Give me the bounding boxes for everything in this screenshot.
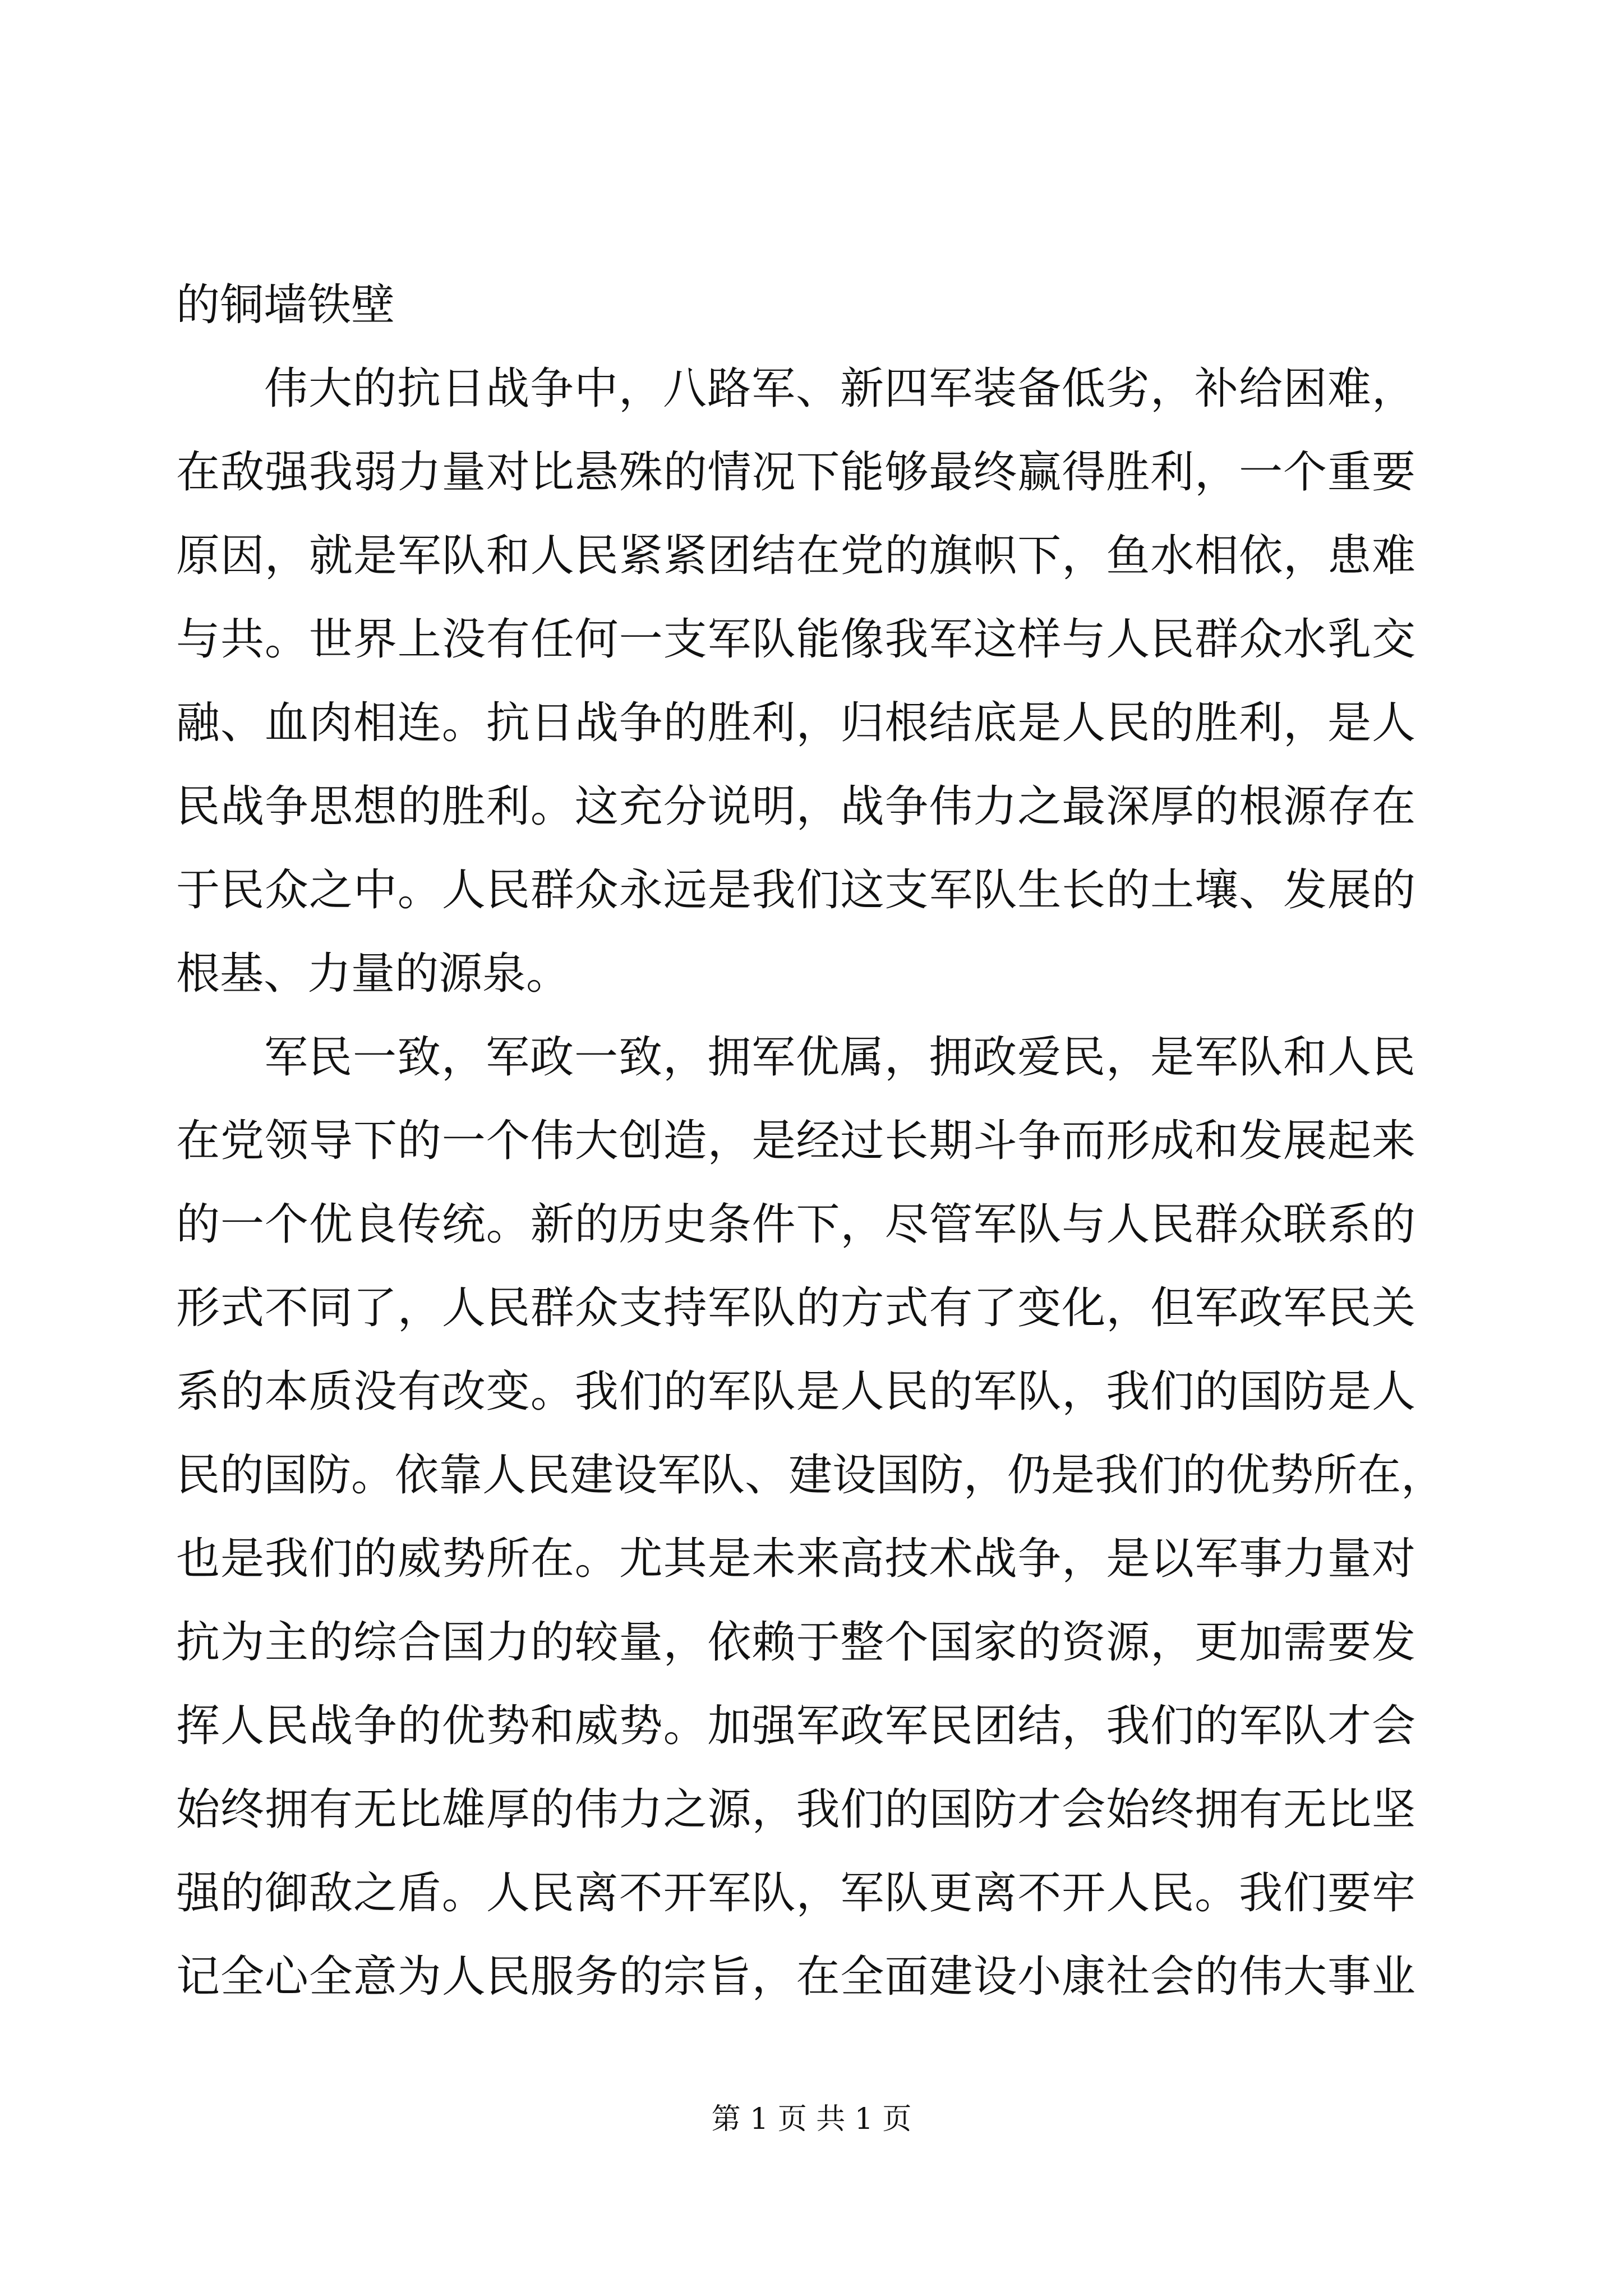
text-line: 挥人民战争的优势和威势。加强军政军民团结，我们的军队才会 xyxy=(176,1701,1415,1751)
text-line: 与共。世界上没有任何一支军队能像我军这样与人民群众水乳交 xyxy=(176,614,1415,665)
text-line: 在敌强我弱力量对比悬殊的情况下能够最终赢得胜利，一个重要 xyxy=(176,447,1415,498)
text-line: 系的本质没有改变。我们的军队是人民的军队，我们的国防是人 xyxy=(176,1366,1415,1417)
text-line: 抗为主的综合国力的较量，依赖于整个国家的资源，更加需要发 xyxy=(176,1617,1415,1668)
text-line: 于民众之中。人民群众永远是我们这支军队生长的土壤、发展的 xyxy=(176,865,1415,915)
text-line: 的一个优良传统。新的历史条件下，尽管军队与人民群众联系的 xyxy=(176,1199,1415,1250)
text-line: 形式不同了，人民群众支持军队的方式有了变化，但军政军民关 xyxy=(176,1283,1415,1333)
text-line: 原因，就是军队和人民紧紧团结在党的旗帜下，鱼水相依，患难 xyxy=(176,531,1415,581)
text-line: 在党领导下的一个伟大创造，是经过长期斗争而形成和发展起来 xyxy=(176,1116,1415,1166)
document-body xyxy=(176,264,1445,2019)
text-line: 也是我们的威势所在。尤其是未来高技术战争，是以军事力量对 xyxy=(176,1534,1415,1584)
text-line: 的铜墙铁壁 xyxy=(176,280,395,330)
paragraph-first-line: 军民一致，军政一致，拥军优属，拥政爱民，是军队和人民 xyxy=(264,1032,1415,1083)
text-line: 民的国防。依靠人民建设军队、建设国防，仍是我们的优势所在， xyxy=(176,1450,1445,1501)
text-line: 融、血肉相连。抗日战争的胜利，归根结底是人民的胜利，是人 xyxy=(176,698,1415,748)
text-line: 民战争思想的胜利。这充分说明，战争伟力之最深厚的根源存在 xyxy=(176,781,1415,832)
paragraph-first-line: 伟大的抗日战争中，八路军、新四军装备低劣，补给困难， xyxy=(264,364,1415,414)
page-number-footer: 第 1 页 共 1 页 xyxy=(711,2102,912,2136)
text-line: 强的御敌之盾。人民离不开军队，军队更离不开人民。我们要牢 xyxy=(176,1868,1415,1918)
paragraph-last-line: 根基、力量的源泉。 xyxy=(176,949,570,999)
text-line: 记全心全意为人民服务的宗旨，在全面建设小康社会的伟大事业 xyxy=(176,1952,1415,2002)
text-line: 始终拥有无比雄厚的伟力之源，我们的国防才会始终拥有无比坚 xyxy=(176,1784,1415,1835)
